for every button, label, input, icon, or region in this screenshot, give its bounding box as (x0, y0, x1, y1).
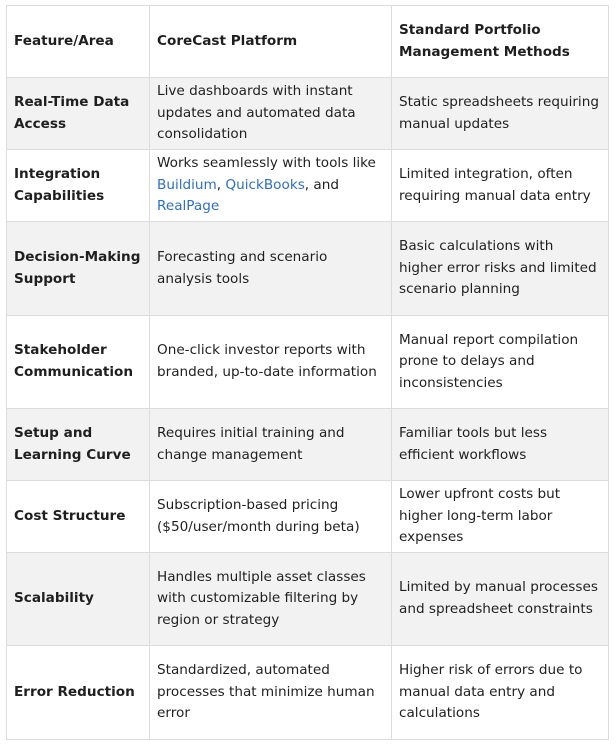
table-header (7, 6, 609, 78)
corecast-cell: One-click investor reports with branded, up-to-date information (150, 316, 392, 409)
separator-text: , and (304, 176, 339, 193)
feature-cell: Integration Capabilities (7, 150, 150, 222)
header-feature-area: Feature/Area (7, 6, 150, 78)
feature-cell: Cost Structure (7, 481, 150, 553)
header-corecast-platform: CoreCast Platform (150, 6, 392, 78)
buildium-link[interactable]: Buildium (157, 176, 217, 193)
feature-cell: Setup and Learning Curve (7, 409, 150, 481)
standard-cell: Limited by manual processes and spreadsheet constraints (392, 553, 609, 646)
header-row (7, 6, 609, 78)
corecast-cell: Live dashboards with instant updates and automated data consolidation (150, 78, 392, 150)
table-row (7, 553, 609, 646)
table-row (7, 409, 609, 481)
corecast-cell: Requires initial training and change management (150, 409, 392, 481)
standard-cell: Static spreadsheets requiring manual updates (392, 78, 609, 150)
corecast-cell (150, 150, 392, 222)
header-standard-methods: Standard Portfolio Management Methods (392, 6, 609, 78)
table-row (7, 78, 609, 150)
table-row (7, 646, 609, 740)
corecast-cell: Handles multiple asset classes with customizable filtering by region or strategy (150, 553, 392, 646)
table-row (7, 222, 609, 316)
feature-cell: Error Reduction (7, 646, 150, 740)
corecast-cell: Standardized, automated processes that minimize human error (150, 646, 392, 740)
standard-cell: Higher risk of errors due to manual data entry and calculations (392, 646, 609, 740)
standard-cell: Lower upfront costs but higher long-term labor expenses (392, 481, 609, 553)
table-body (7, 78, 609, 740)
standard-cell: Basic calculations with higher error risks and limited scenario planning (392, 222, 609, 316)
table-row (7, 150, 609, 222)
table-row (7, 316, 609, 409)
quickbooks-link[interactable]: QuickBooks (225, 176, 305, 193)
standard-cell: Manual report compilation prone to delays and inconsistencies (392, 316, 609, 409)
standard-cell: Familiar tools but less efficient workflows (392, 409, 609, 481)
corecast-cell: Forecasting and scenario analysis tools (150, 222, 392, 316)
comparison-table-container (6, 5, 609, 740)
corecast-cell: Subscription-based pricing ($50/user/month during beta) (150, 481, 392, 553)
separator-text: , (216, 176, 226, 193)
table-row (7, 481, 609, 553)
feature-cell: Real-Time Data Access (7, 78, 150, 150)
standard-cell: Limited integration, often requiring manual data entry (392, 150, 609, 222)
feature-cell: Scalability (7, 553, 150, 646)
realpage-link[interactable]: RealPage (157, 198, 220, 215)
corecast-text: Works seamlessly with tools like (157, 155, 376, 172)
feature-cell: Stakeholder Communication (7, 316, 150, 409)
comparison-table (6, 5, 609, 740)
feature-cell: Decision-Making Support (7, 222, 150, 316)
